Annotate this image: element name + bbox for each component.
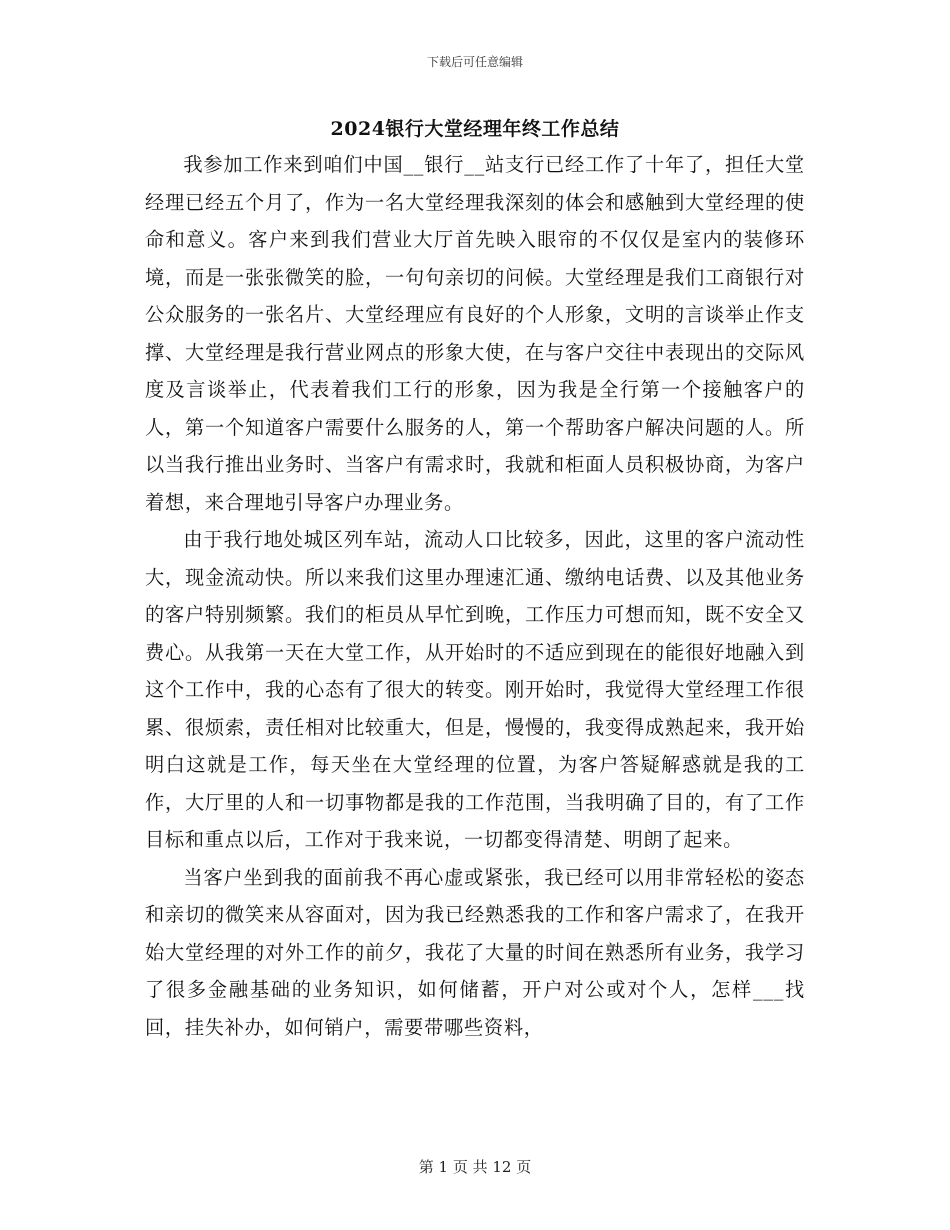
- header-note: 下载后可任意编辑: [426, 55, 523, 69]
- page-number: 第 1 页 共 12 页: [418, 1158, 532, 1176]
- paragraph-3: 当客户坐到我的面前我不再心虚或紧张，我已经可以用非常轻松的姿态和亲切的微笑来从容面对，因为我已经熟悉我的工作和客户需求了，在我开始大堂经理的对外工作的前夕，我花了大量的时间在熟悉所有业务，我学习了很多金融基础的业务知识，如何储蓄，开户对公或对个人，怎样___找回，挂失补办，如何销户，需要带哪些资料，: [145, 865, 805, 1039]
- paragraph-1: 我参加工作来到咱们中国__银行__站支行已经工作了十年了，担任大堂经理已经五个月了，作为一名大堂经理我深刻的体会和感触到大堂经理的使命和意义。客户来到我们营业大厅首先映入眼帘的不仅仅是室内的装修环境，而是一张张微笑的脸，一句句亲切的问候。大堂经理是我们工商银行对公众服务的一张名片、大堂经理应有良好的个人形象，文明的言谈举止作支撑、大堂经理是我行营业网点的形象大使，在与客户交往中表现出的交际风度及言谈举止，代表着我们工行的形象，因为我是全行第一个接触客户的人，第一个知道客户需要什么服务的人，第一个帮助客户解决问题的人。所以当我行推出业务时、当客户有需求时，我就和柜面人员积极协商，为客户着想，来合理地引导客户办理业务。: [145, 153, 805, 514]
- document-title: 2024银行大堂经理年终工作总结: [330, 118, 620, 140]
- paragraph-2: 由于我行地处城区列车站，流动人口比较多，因此，这里的客户流动性大，现金流动快。所以来我们这里办理速汇通、缴纳电话费、以及其他业务的客户特别频繁。我们的柜员从早忙到晚，工作压力可想而知，既不安全又费心。从我第一天在大堂工作，从开始时的不适应到现在的能很好地融入到这个工作中，我的心态有了很大的转变。刚开始时，我觉得大堂经理工作很累、很烦索，责任相对比较重大，但是，慢慢的，我变得成熟起来，我开始明白这就是工作，每天坐在大堂经理的位置，为客户答疑解惑就是我的工作，大厅里的人和一切事物都是我的工作范围，当我明确了目的，有了工作目标和重点以后，工作对于我来说，一切都变得清楚、明朗了起来。: [145, 528, 805, 851]
- document-body: [145, 146, 805, 1046]
